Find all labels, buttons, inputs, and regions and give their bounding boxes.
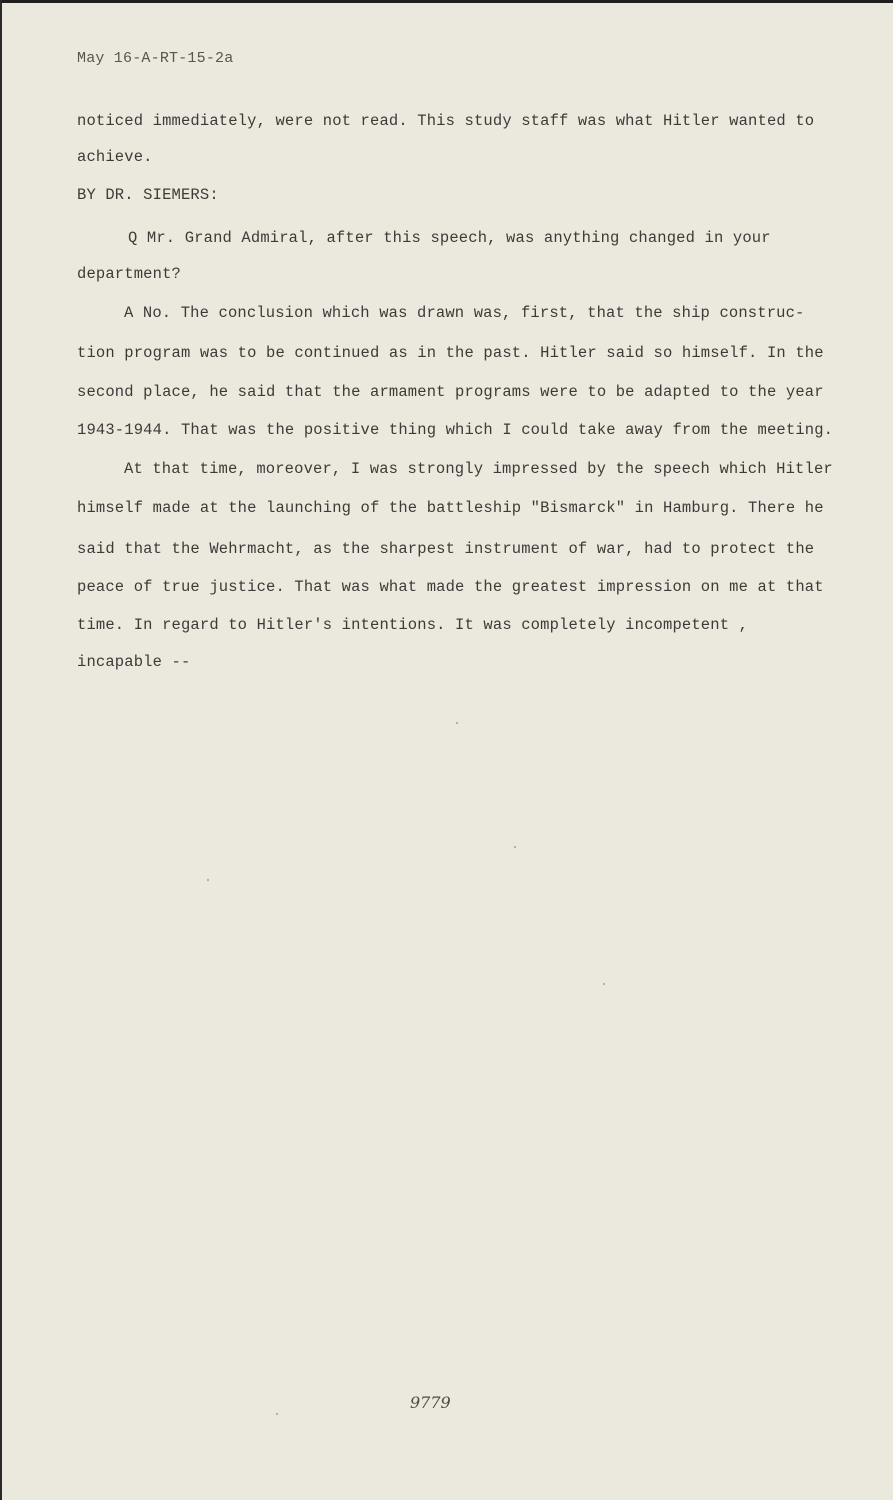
- scan-left-edge: [0, 0, 2, 1500]
- text-line: 1943-1944. That was the positive thing which I could take away from the meeting.: [77, 421, 834, 439]
- text-line: time. In regard to Hitler's intentions. It was completely incompetent ,: [77, 616, 749, 634]
- section-heading: BY DR. SIEMERS:: [77, 186, 219, 204]
- scan-top-edge: [0, 0, 893, 3]
- text-line: department?: [77, 265, 181, 283]
- paper-speck: [207, 879, 209, 881]
- text-line: achieve.: [77, 148, 153, 166]
- answer-line: A No. The conclusion which was drawn was, first, that the ship construc-: [124, 304, 805, 322]
- text-line: himself made at the launching of the battleship "Bismarck" in Hamburg. There he: [77, 499, 824, 517]
- text-line: noticed immediately, were not read. This study staff was what Hitler wanted to: [77, 112, 815, 130]
- paper-speck: [276, 1413, 278, 1415]
- text-line: said that the Wehrmacht, as the sharpest instrument of war, had to protect the: [77, 540, 815, 558]
- paper-speck: [514, 846, 516, 848]
- document-reference: May 16-A-RT-15-2a: [77, 50, 234, 67]
- text-line: second place, he said that the armament programs were to be adapted to the year: [77, 383, 824, 401]
- text-line: peace of true justice. That was what made the greatest impression on me at that: [77, 578, 824, 596]
- page-number: 9779: [410, 1393, 451, 1412]
- paper-speck: [603, 983, 605, 985]
- paragraph-line: At that time, moreover, I was strongly impressed by the speech which Hitler: [124, 460, 833, 478]
- paper-speck: [456, 722, 458, 724]
- text-line: incapable --: [77, 653, 191, 671]
- text-line: tion program was to be continued as in the past. Hitler said so himself. In the: [77, 344, 824, 362]
- question-line: Q Mr. Grand Admiral, after this speech, was anything changed in your: [128, 229, 771, 247]
